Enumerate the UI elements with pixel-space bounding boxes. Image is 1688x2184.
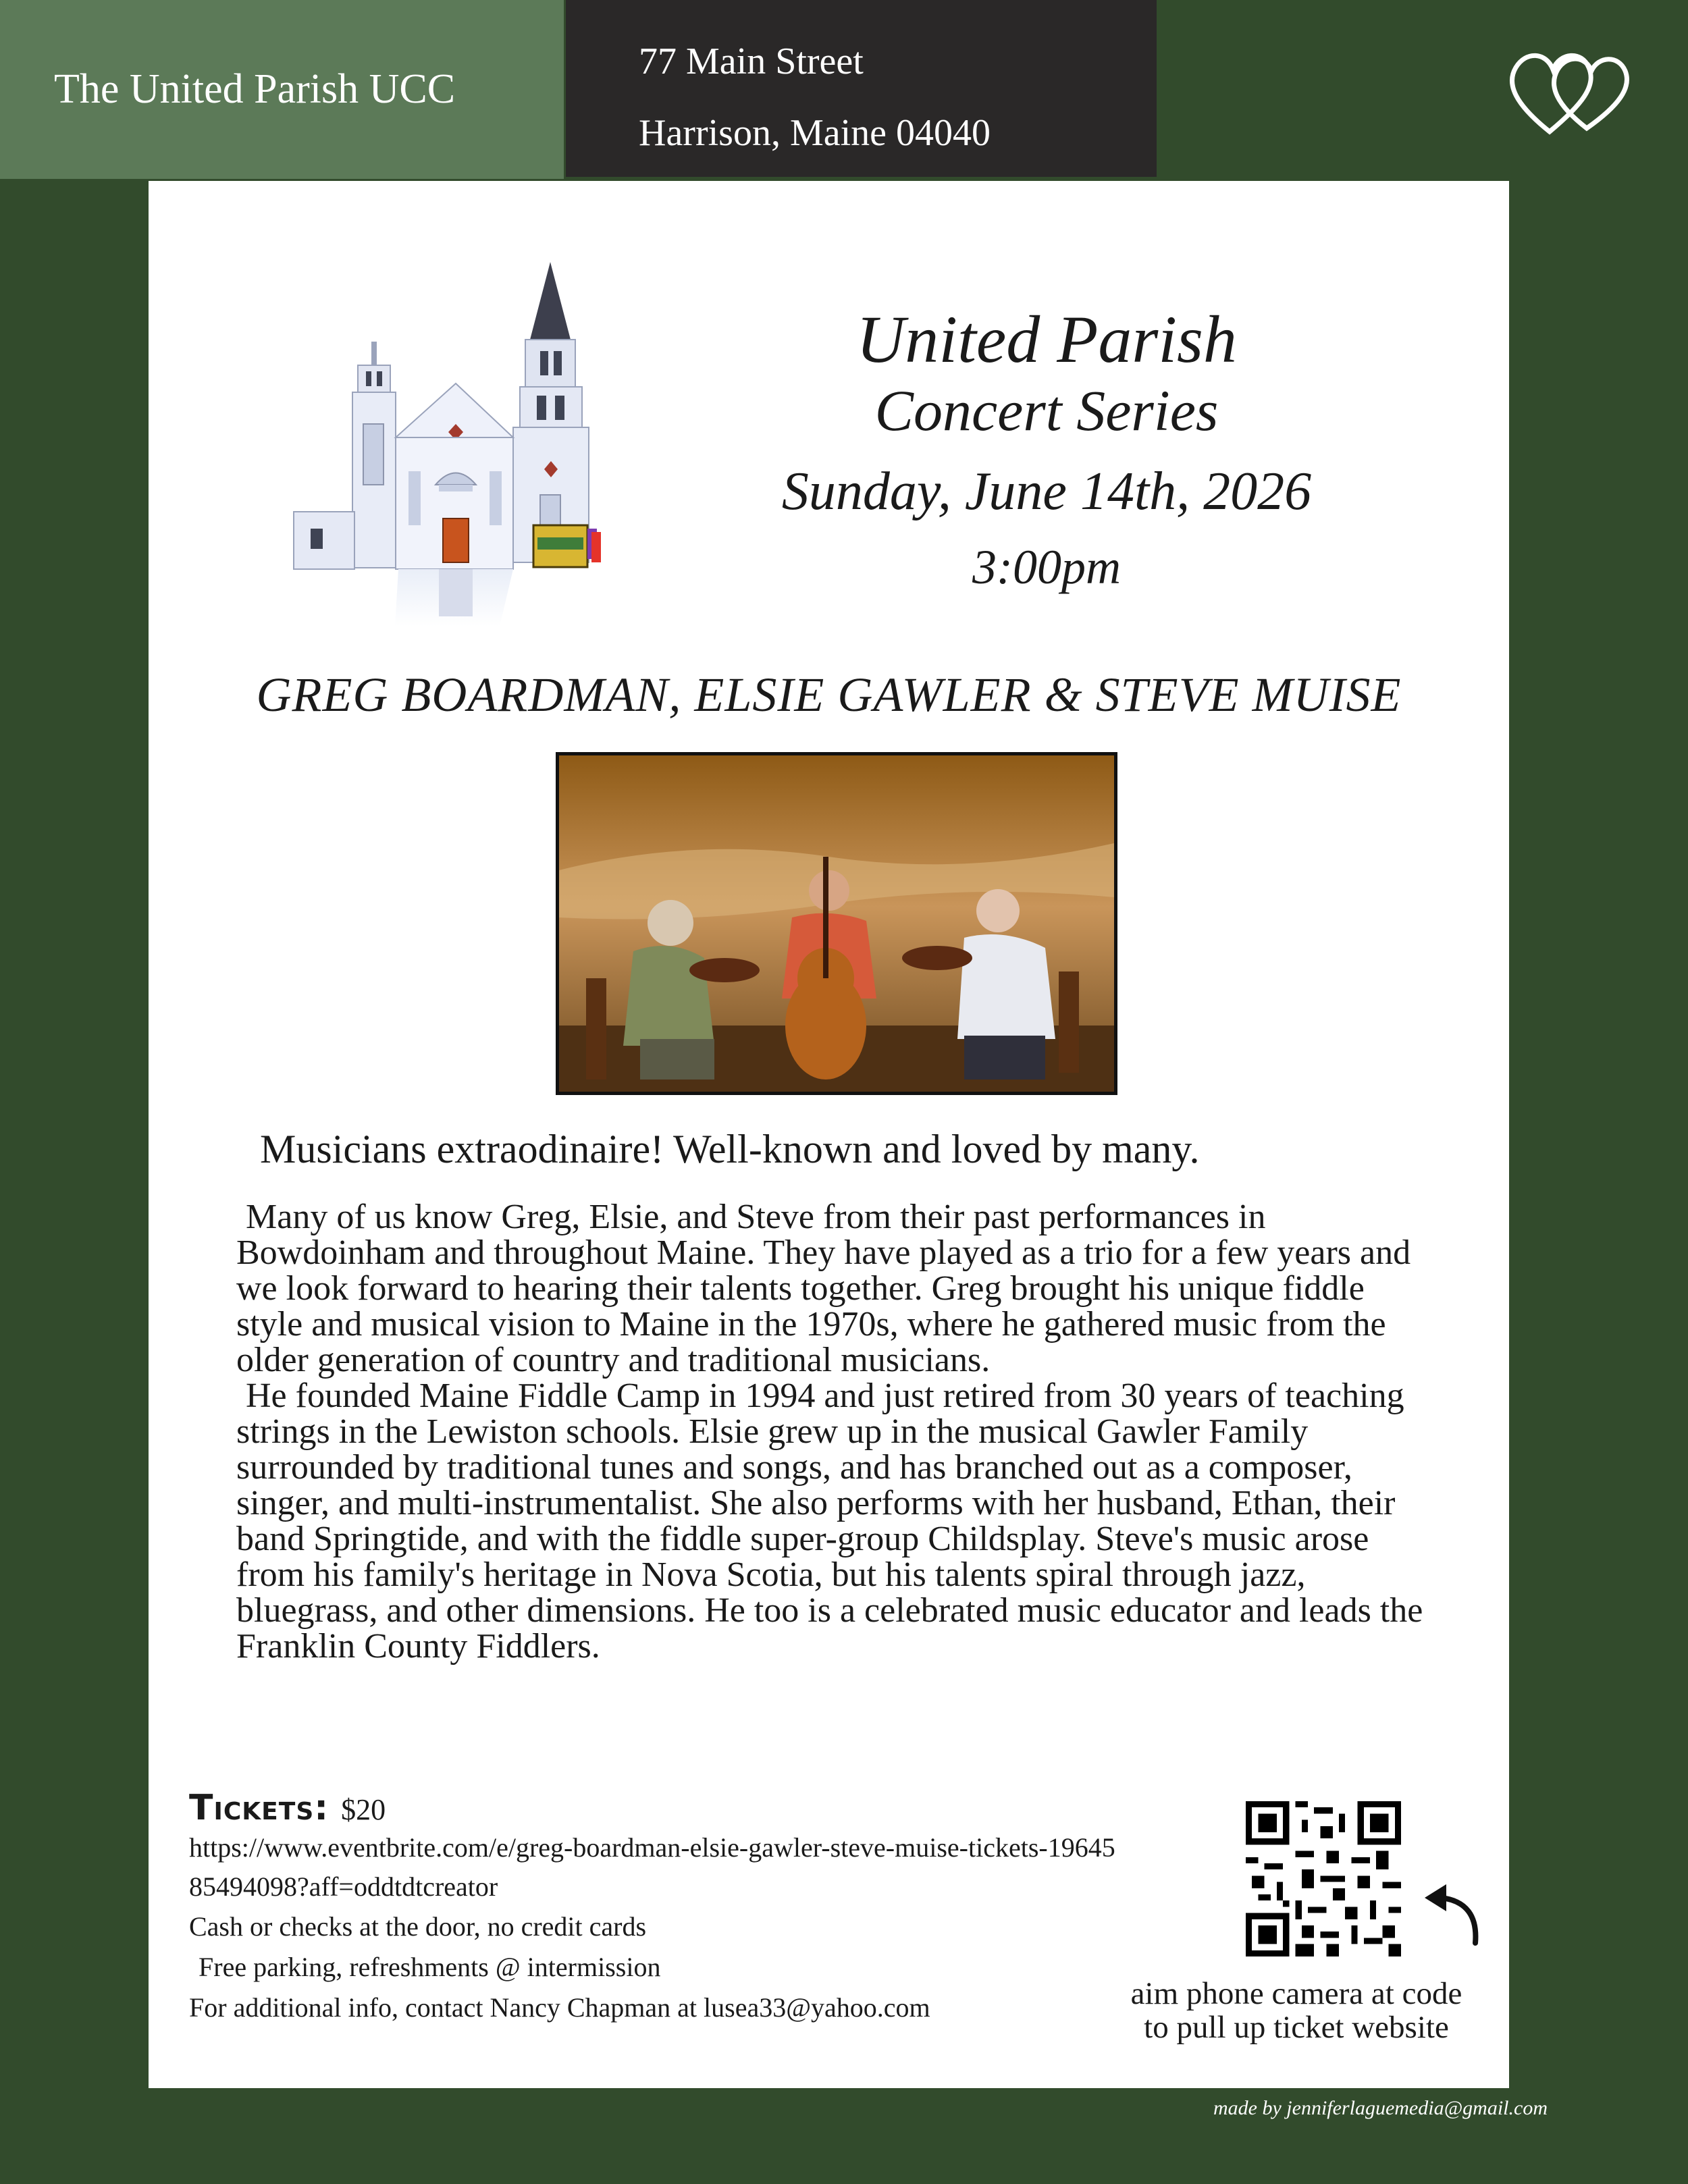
address-line2: Harrison, Maine 04040 [639,112,991,154]
event-title: United Parish [856,302,1237,377]
flyer-card [149,181,1509,2088]
musicians-photo [556,752,1117,1095]
address-banner [566,0,1157,177]
ticket-url-link[interactable]: https://www.eventbrite.com/e/greg-boardman-elsie-gawler-steve-muise-tickets-1964585494098?aff=oddtdtcreator [189,1832,1115,1902]
address-line1: 77 Main Street [639,41,864,82]
contact-info: For additional info, contact Nancy Chapman at lusea33@yahoo.com [189,1992,930,2023]
qr-caption-line2: to pull up ticket website [1144,2010,1449,2045]
tagline: Musicians extraodinaire! Well-known and loved by many. [260,1127,1200,1171]
ticket-price: $20 [341,1793,386,1826]
event-title-block [702,302,1391,600]
performers-heading: GREG BOARDMAN, ELSIE GAWLER & STEVE MUISE [256,668,1402,722]
org-name: The United Parish UCC [54,66,456,112]
qr-caption [1121,1977,1472,2044]
parking-info: Free parking, refreshments @ intermission [199,1952,661,1982]
event-time: 3:00pm [972,540,1121,594]
event-date: Sunday, June 14th, 2026 [781,462,1312,521]
qr-code[interactable] [1246,1801,1401,1956]
church-illustration [290,221,668,627]
tickets-section [189,1788,1121,2028]
payment-info: Cash or checks at the door, no credit cards [189,1911,647,1942]
event-subtitle: Concert Series [874,378,1219,443]
curved-arrow-icon [1418,1879,1492,1953]
tickets-label: Tickets: [189,1788,329,1828]
description-paragraph-1: Many of us know Greg, Elsie, and Steve from their past performances in Bowdoinham and throughout Maine. They have played as a trio for a few years and we look forward to hearing their talents together. Greg brought his unique fiddle style and musical vision to Maine in the 1970s, where he gathered music from the older generation of country and traditional musicians. [236,1198,1411,1379]
org-name-banner [0,0,564,179]
qr-caption-line1: aim phone camera at code [1130,1976,1462,2011]
two-hearts-icon [1502,37,1637,145]
event-description [236,1199,1438,1664]
designer-credit: made by jenniferlaguemedia@gmail.com [1213,2097,1548,2119]
description-paragraph-2: He founded Maine Fiddle Camp in 1994 and just retired from 30 years of teaching strings in the Lewiston schools. Elsie grew up in the musical Gawler Family surrounded by traditional tunes and songs, and has branched out as a composer, singer, and multi-instrumentalist. She also performs with her husband, Ethan, their band Springtide, and with the fiddle super-group Childsplay. Steve's music arose from his family's heritage in Nova Scotia, but his talents spiral through jazz, bluegrass, and other dimensions. He too is a celebrated music educator and leads the Franklin County Fiddlers. [236,1377,1423,1666]
